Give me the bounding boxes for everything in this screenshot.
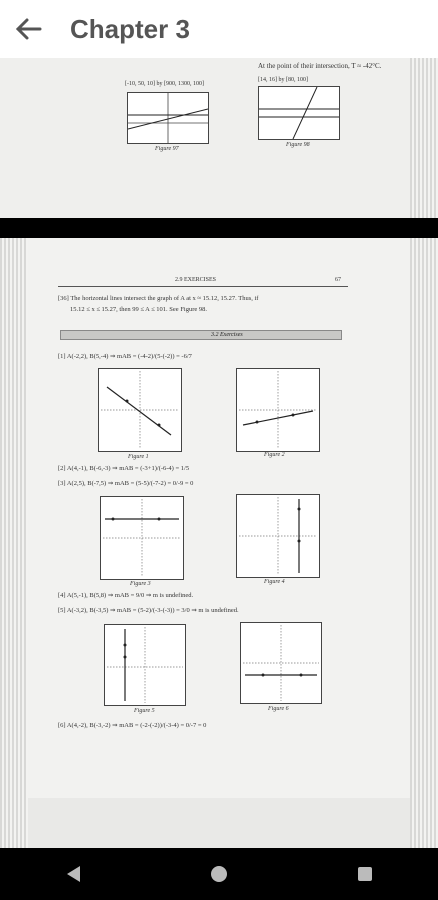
- paragraph-line1: [36] The horizontal lines intersect the graph of A at x ≈ 15.12, 15.27. Thus, if: [58, 295, 259, 302]
- page-next: [0, 798, 438, 848]
- fig-left-label: [-10, 50, 10] by [900, 1300, 100]: [125, 81, 204, 87]
- square-recents-icon: [356, 865, 374, 883]
- caption-fig6: Figure 6: [268, 706, 289, 712]
- caption-fig2: Figure 2: [264, 452, 285, 458]
- figure-4: [236, 494, 320, 578]
- exercise-6: [6] A(4,-2), B(-3,-2) ⇒ mAB = (-2-(-2))/(-3-4) = 0/-7 = 0: [58, 722, 207, 729]
- exercise-2: [2] A(4,-1), B(-6,-3) ⇒ mAB = (-3+1)/(-6-4) = 1/5: [58, 465, 190, 472]
- triangle-back-icon: [64, 864, 82, 884]
- caption-fig4: Figure 4: [264, 579, 285, 585]
- exercise-3: [3] A(2,5), B(-7,5) ⇒ mAB = (5-5)/(-7-2) = 0/-9 = 0: [58, 480, 194, 487]
- page-header: 2.9 EXERCISES: [175, 277, 217, 283]
- system-nav-bar: [0, 848, 438, 900]
- page-top: [0, 58, 438, 218]
- back-button[interactable]: [0, 0, 56, 58]
- page-main: [0, 238, 438, 806]
- fig-right-label: [14, 16] by [80, 100]: [258, 77, 308, 83]
- figure-98: [258, 86, 340, 140]
- caption-fig97: Figure 97: [155, 146, 179, 152]
- figure-97: [127, 92, 209, 144]
- nav-back-button[interactable]: [43, 848, 103, 900]
- circle-home-icon: [209, 864, 229, 884]
- intersection-text: At the point of their intersection, T ≈ -42°C.: [258, 62, 382, 70]
- section-band: 3.2 Exercises: [60, 330, 342, 340]
- app-bar: [0, 0, 438, 58]
- figure-1: [98, 368, 182, 452]
- figure-2: [236, 368, 320, 452]
- page-title: Chapter 3: [70, 13, 190, 44]
- figure-5: [104, 624, 186, 706]
- nav-home-button[interactable]: [189, 848, 249, 900]
- page-number: 67: [335, 277, 341, 283]
- document-viewer[interactable]: [0, 58, 438, 848]
- caption-fig98: Figure 98: [286, 142, 310, 148]
- caption-fig5: Figure 5: [134, 708, 155, 714]
- figure-3: [100, 496, 184, 580]
- caption-fig3: Figure 3: [130, 581, 151, 587]
- exercise-5: [5] A(-3,2), B(-3,5) ⇒ mAB = (5-2)/(-3-(-3)) = 3/0 ⇒ m is undefined.: [58, 607, 239, 614]
- arrow-left-icon: [14, 17, 42, 41]
- paragraph-line2: 15.12 ≤ x ≤ 15.27, then 99 ≤ A ≤ 101. See Figure 98.: [70, 306, 208, 313]
- exercise-1: [1] A(-2,2), B(5,-4) ⇒ mAB = (-4-2)/(5-(-2)) = -6/7: [58, 353, 192, 360]
- nav-recents-button[interactable]: [335, 848, 395, 900]
- caption-fig1: Figure 1: [128, 454, 149, 460]
- figure-6: [240, 622, 322, 704]
- exercise-4: [4] A(5,-1), B(5,8) ⇒ mAB = 9/0 ⇒ m is undefined.: [58, 592, 194, 599]
